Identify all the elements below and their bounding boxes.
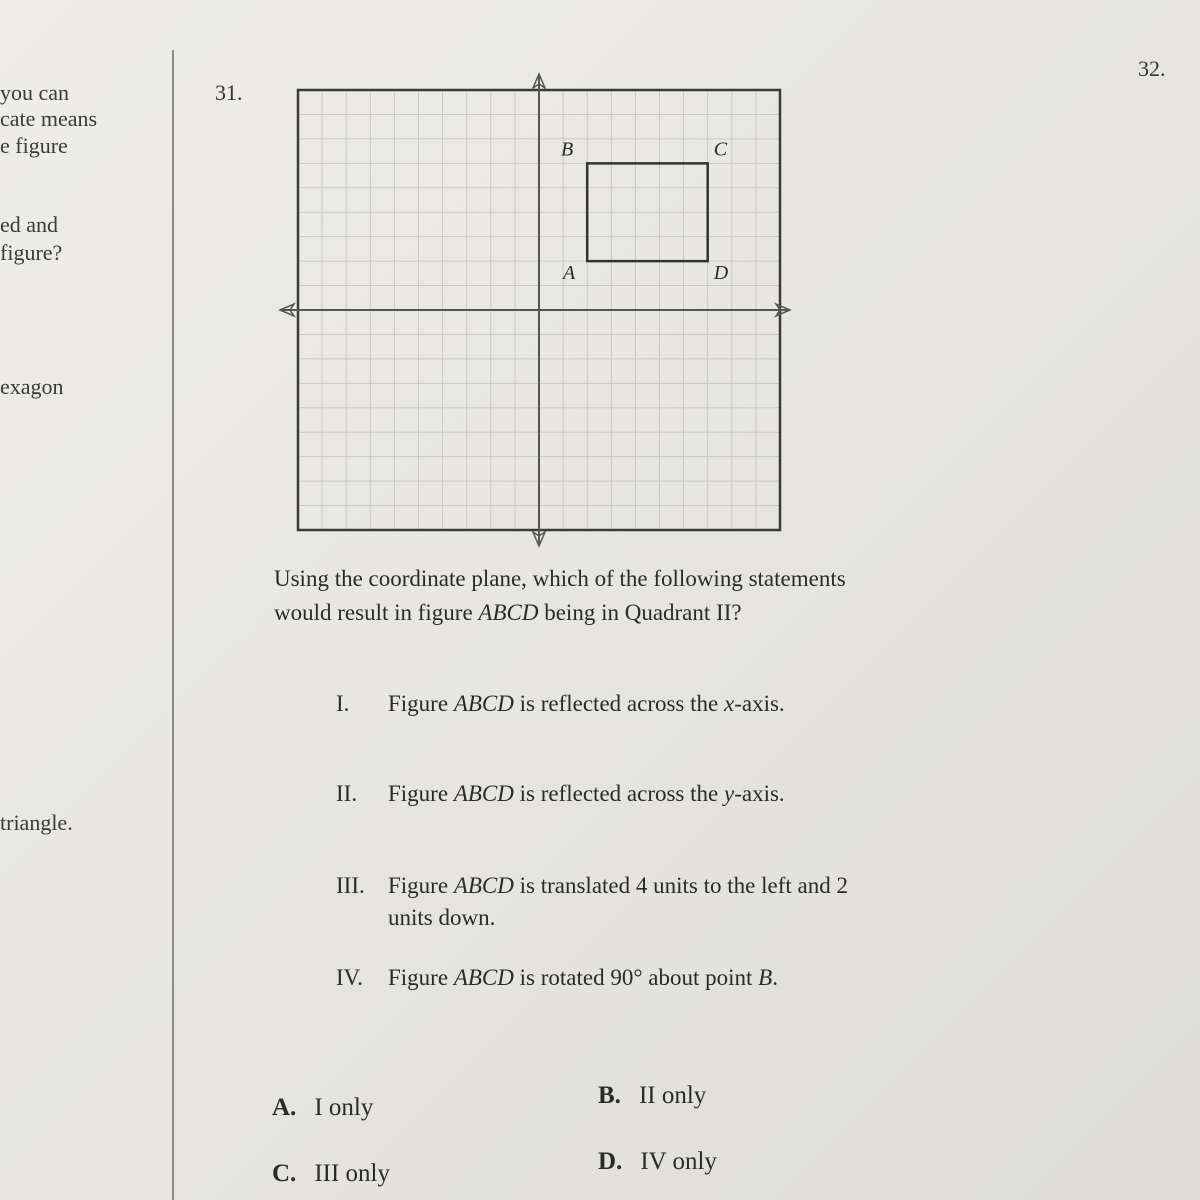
statement-numeral: III.	[336, 873, 365, 898]
stem-figure-name: ABCD	[478, 600, 539, 625]
statement-text: Figure	[388, 873, 454, 898]
statement-text: Figure	[388, 965, 454, 990]
vertex-label-a: A	[562, 262, 576, 285]
statement-figure: ABCD	[453, 691, 514, 716]
statement-text: .	[772, 965, 778, 990]
vertex-label-c: C	[713, 138, 728, 161]
statement-figure: ABCD	[453, 873, 514, 898]
statement-point-name: B	[758, 965, 773, 990]
statement-axis-variable: x	[723, 691, 735, 716]
statement-2	[336, 778, 876, 848]
left-fragment: triangle.	[0, 810, 73, 835]
choice-letter: C.	[272, 1160, 297, 1187]
choice-text: IV only	[640, 1148, 717, 1175]
choice-letter: D.	[598, 1148, 623, 1175]
statement-numeral: IV.	[336, 965, 364, 990]
statement-text: Figure	[388, 781, 454, 806]
statement-text: is rotated 90° about point	[513, 965, 759, 990]
left-fragment: figure?	[0, 240, 63, 265]
statement-text: Figure	[388, 691, 454, 716]
left-fragment: you can	[0, 80, 70, 105]
question-stem	[274, 562, 854, 630]
left-fragment: cate means	[0, 106, 98, 131]
statement-numeral: II.	[336, 781, 358, 806]
statement-text: is translated 4 units to the left and 2 units down.	[388, 873, 848, 930]
statement-text: -axis.	[734, 781, 785, 806]
coordinate-plane-svg	[270, 68, 800, 558]
choice-text: II only	[638, 1082, 707, 1109]
left-fragment: exagon	[0, 374, 64, 399]
statement-text: is reflected across the	[513, 781, 724, 806]
vertex-label-d: D	[713, 262, 729, 285]
left-fragment: e figure	[0, 133, 68, 158]
statement-axis-variable: y	[723, 781, 735, 806]
statement-numeral: I.	[336, 691, 350, 716]
question-number: 31.	[215, 80, 243, 105]
choice-c[interactable]	[272, 1160, 390, 1188]
choice-text: I only	[314, 1094, 374, 1121]
stem-text: Using the coordinate plane, which of the following statements would result in figure	[274, 566, 846, 625]
vertex-label-b: B	[560, 138, 574, 161]
statement-4	[336, 962, 876, 1032]
choice-d[interactable]	[598, 1148, 717, 1176]
stem-text-end: being in Quadrant II?	[538, 600, 742, 625]
statement-text: -axis.	[734, 691, 785, 716]
statement-figure: ABCD	[453, 965, 514, 990]
margin-rule	[172, 50, 174, 1200]
choice-text: III only	[314, 1160, 390, 1187]
left-fragment: ed and	[0, 212, 59, 237]
statement-text: is reflected across the	[513, 691, 724, 716]
coordinate-plane	[270, 68, 800, 558]
choice-letter: B.	[598, 1082, 621, 1109]
statement-3	[336, 870, 876, 940]
statement-1	[336, 688, 876, 758]
statement-figure: ABCD	[453, 781, 514, 806]
choice-letter: A.	[272, 1094, 297, 1121]
choice-b[interactable]	[598, 1082, 706, 1110]
choice-a[interactable]	[272, 1094, 373, 1122]
next-question-number: 32.	[1138, 56, 1166, 81]
